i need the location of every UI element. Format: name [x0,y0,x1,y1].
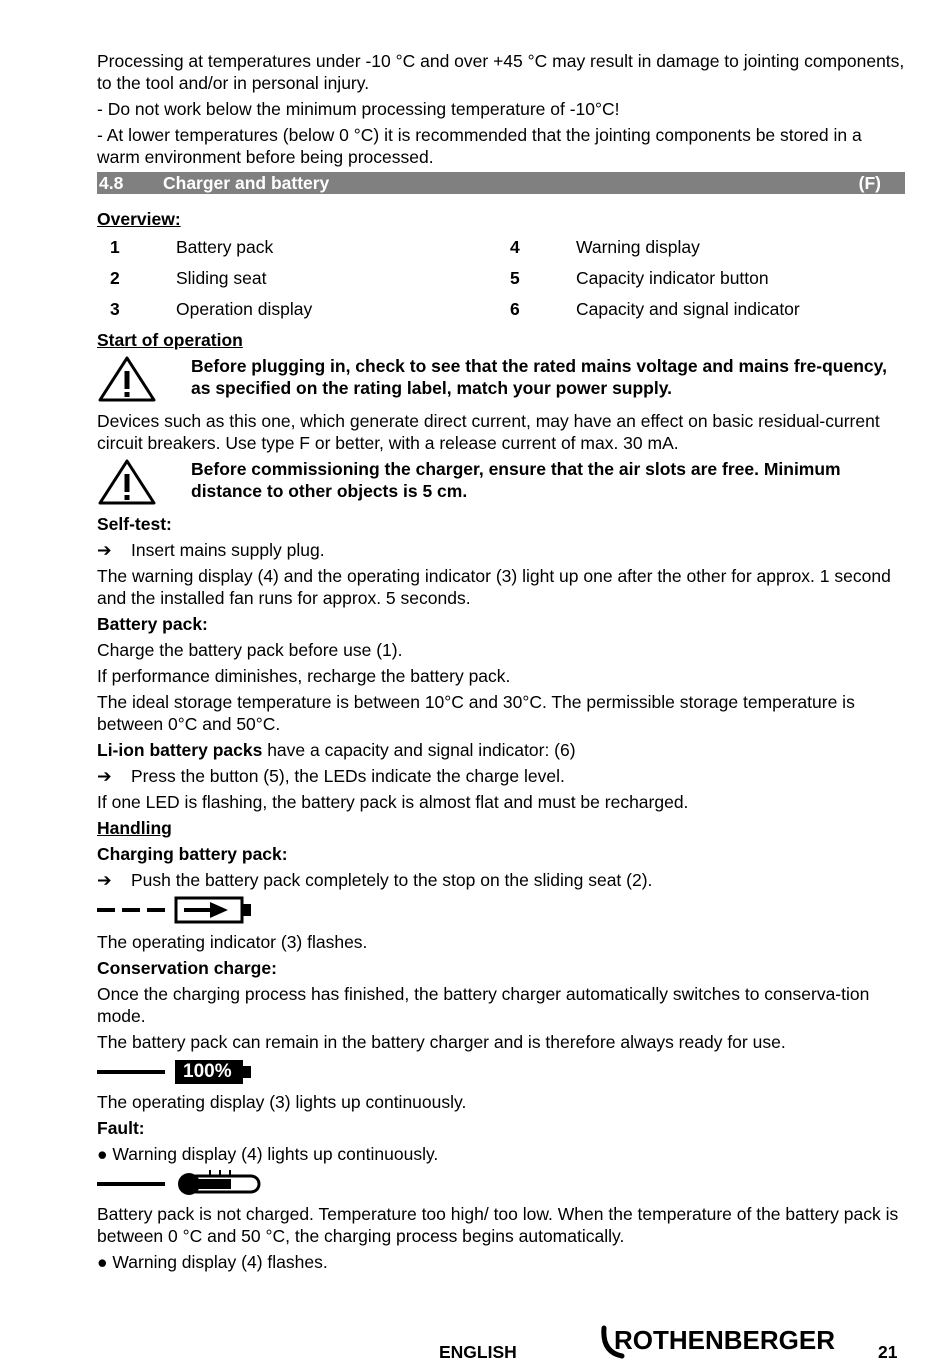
thermometer-symbol-icon [97,1169,905,1199]
conservation-heading: Conservation charge: [97,958,277,978]
instruction-step: ➔ Press the button (5), the LEDs indicate the charge level. [97,766,565,786]
paragraph: The ideal storage temperature is between 10°C and 30°C. The permissible storage temperature is between 0°C and 50°C. [97,692,855,734]
right-arrow-icon: ➔ [97,766,112,786]
charging-symbol-icon [97,893,905,927]
warning-triangle-icon [97,355,191,408]
paragraph: Battery pack is not charged. Temperature too high/ too low. When the temperature of the battery pack is between 0 °C and 50 °C, the charging process begins automatically. [97,1204,899,1246]
section-title: Charger and battery [163,173,330,193]
warning-triangle-icon [97,458,191,511]
overview-item: 2 Sliding seat [110,268,267,288]
overview-item: 6 Capacity and signal indicator [510,299,800,319]
overview-heading: Overview: [97,209,181,229]
fault-heading: Fault: [97,1118,145,1138]
intro-paragraph: - Do not work below the minimum processing temperature of -10°C! [97,99,620,119]
bullet-item: ● Warning display (4) lights up continuously. [97,1144,439,1164]
overview-item: 5 Capacity indicator button [510,268,769,288]
overview-item: 3 Operation display [110,299,313,319]
intro-paragraph: Processing at temperatures under -10 °C and over +45 °C may result in damage to jointing components, to the tool and/or in personal injury. [97,51,905,93]
overview-item: 4 Warning display [510,237,700,257]
right-arrow-icon: ➔ [97,870,112,890]
section-number: 4.8 [99,173,124,193]
page-footer [0,1322,950,1362]
warning-text: Before commissioning the charger, ensure that the air slots are free. Minimum distance to other objects is 5 cm. [191,459,841,501]
warning-block [97,355,905,408]
paragraph: Devices such as this one, which generate direct current, may have an effect on basic residual-current circuit breakers. Use type F or better, with a release current of max. 30 mA. [97,411,880,453]
intro-paragraph: - At lower temperatures (below 0 °C) it is recommended that the jointing components be stored in a warm environment before being processed. [97,125,862,167]
warning-block [97,458,905,511]
paragraph: If one LED is flashing, the battery pack is almost flat and must be recharged. [97,792,689,812]
page-number: 21 [878,1342,898,1362]
right-arrow-icon: ➔ [97,540,112,560]
charging-heading: Charging battery pack: [97,844,288,864]
paragraph: Once the charging process has finished, the battery charger automatically switches to conserva-tion mode. [97,984,870,1026]
brand-logo [600,1322,850,1367]
battery-heading: Battery pack: [97,614,208,634]
instruction-step: ➔ Insert mains supply plug. [97,540,325,560]
document-page [97,50,905,1277]
paragraph: The warning display (4) and the operating indicator (3) light up one after the other for approx. 1 second and the installed fan runs for approx. 5 seconds. [97,566,891,608]
instruction-step: ➔ Push the battery pack completely to the stop on the sliding seat (2). [97,870,653,890]
paragraph: The battery pack can remain in the battery charger and is therefore always ready for use. [97,1032,786,1052]
overview-list [97,236,905,329]
start-heading: Start of operation [97,330,243,350]
paragraph: The operating display (3) lights up continuously. [97,1092,467,1112]
overview-item: 1 Battery pack [110,237,274,257]
paragraph: If performance diminishes, recharge the battery pack. [97,666,511,686]
battery-level-label: 100% [183,1061,232,1082]
section-header [97,172,905,194]
paragraph: Charge the battery pack before use (1). [97,640,403,660]
paragraph: Li-ion battery packs have a capacity and signal indicator: (6) [97,740,576,760]
svg-text:ROTHENBERGER: ROTHENBERGER [614,1325,836,1355]
footer-language: ENGLISH [439,1342,517,1362]
selftest-heading: Self-test: [97,514,172,534]
warning-text: Before plugging in, check to see that the rated mains voltage and mains fre-quency, as specified on the rating label, match your power supply. [191,356,887,398]
full-battery-symbol-icon [97,1057,905,1087]
paragraph: The operating indicator (3) flashes. [97,932,368,952]
handling-heading: Handling [97,818,172,838]
section-code: (F) [858,173,881,193]
bullet-item: ● Warning display (4) flashes. [97,1252,328,1272]
